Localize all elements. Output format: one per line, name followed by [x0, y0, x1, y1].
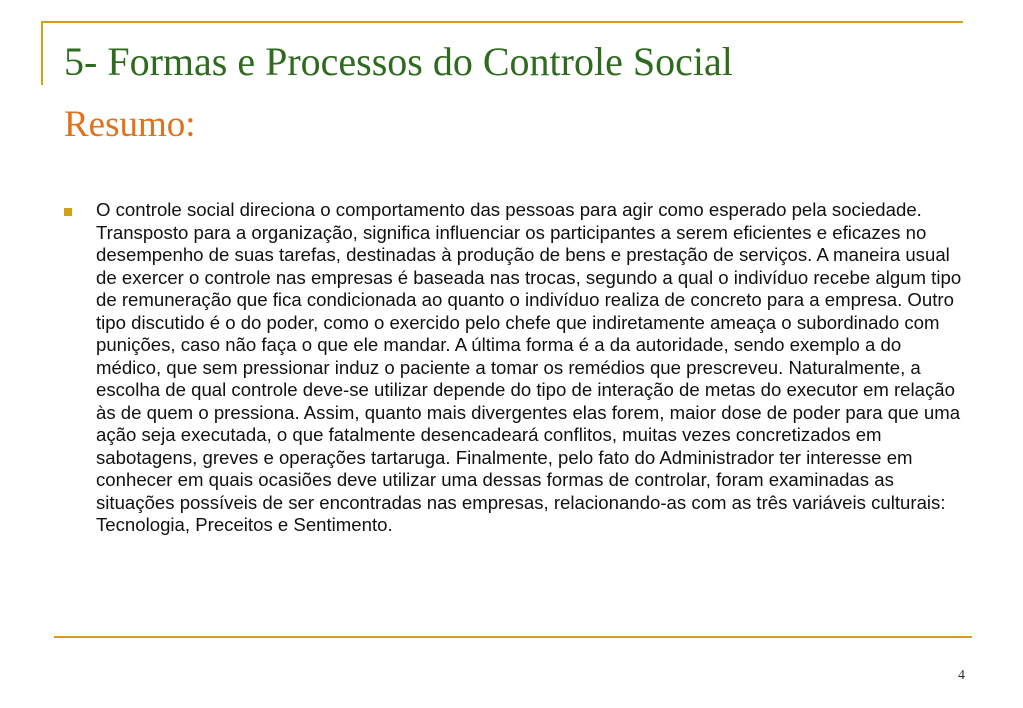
bottom-decorative-rule — [54, 636, 972, 638]
body-paragraph: O controle social direciona o comportamento das pessoas para agir como esperado pela sociedade. Transposto para a organização, significa influenciar os participantes a serem eficientes e eficazes no desempenho de suas tarefas, destinadas à produção de bens e prestação de serviços. A maneira usual de exercer o controle nas empresas é baseada nas trocas, segundo a qual o indivíduo recebe algum tipo de remuneração que fica condicionada ao quanto o indivíduo realiza de concreto para a empresa. Outro tipo discutido é o do poder, como o exercido pelo chefe que indiretamente ameaça o subordinado com punições, caso não faça o que ele mandar. A última forma é a da autoridade, sendo exemplo a do médico, que sem pressionar induz o paciente a tomar os remédios que prescreveu. Naturalmente, a escolha de qual controle deve-se utilizar depende do tipo de interação de metas do executor em relação às de quem o pressiona. Assim, quanto mais divergentes elas forem, maior dose de poder para que uma ação seja executada, o que fatalmente desencadeará conflitos, muitas vezes concretizados em sabotagens, greves e operações tartaruga. Finalmente, pelo fato do Administrador ter interesse em conhecer em quais ocasiões deve utilizar uma dessas formas de controlar, foram examinadas as situações possíveis de ser encontradas nas empresas, relacionando-as com as três variáveis culturais: Tecnologia, Preceitos e Sentimento. — [96, 199, 962, 535]
slide-subtitle: Resumo: — [64, 104, 196, 145]
top-decorative-rule — [41, 21, 963, 23]
page-number: 4 — [958, 668, 965, 683]
slide-content — [64, 199, 964, 537]
square-bullet-icon — [64, 208, 72, 216]
slide-title: 5- Formas e Processos do Controle Social — [64, 39, 733, 84]
left-decorative-rule — [41, 21, 43, 85]
